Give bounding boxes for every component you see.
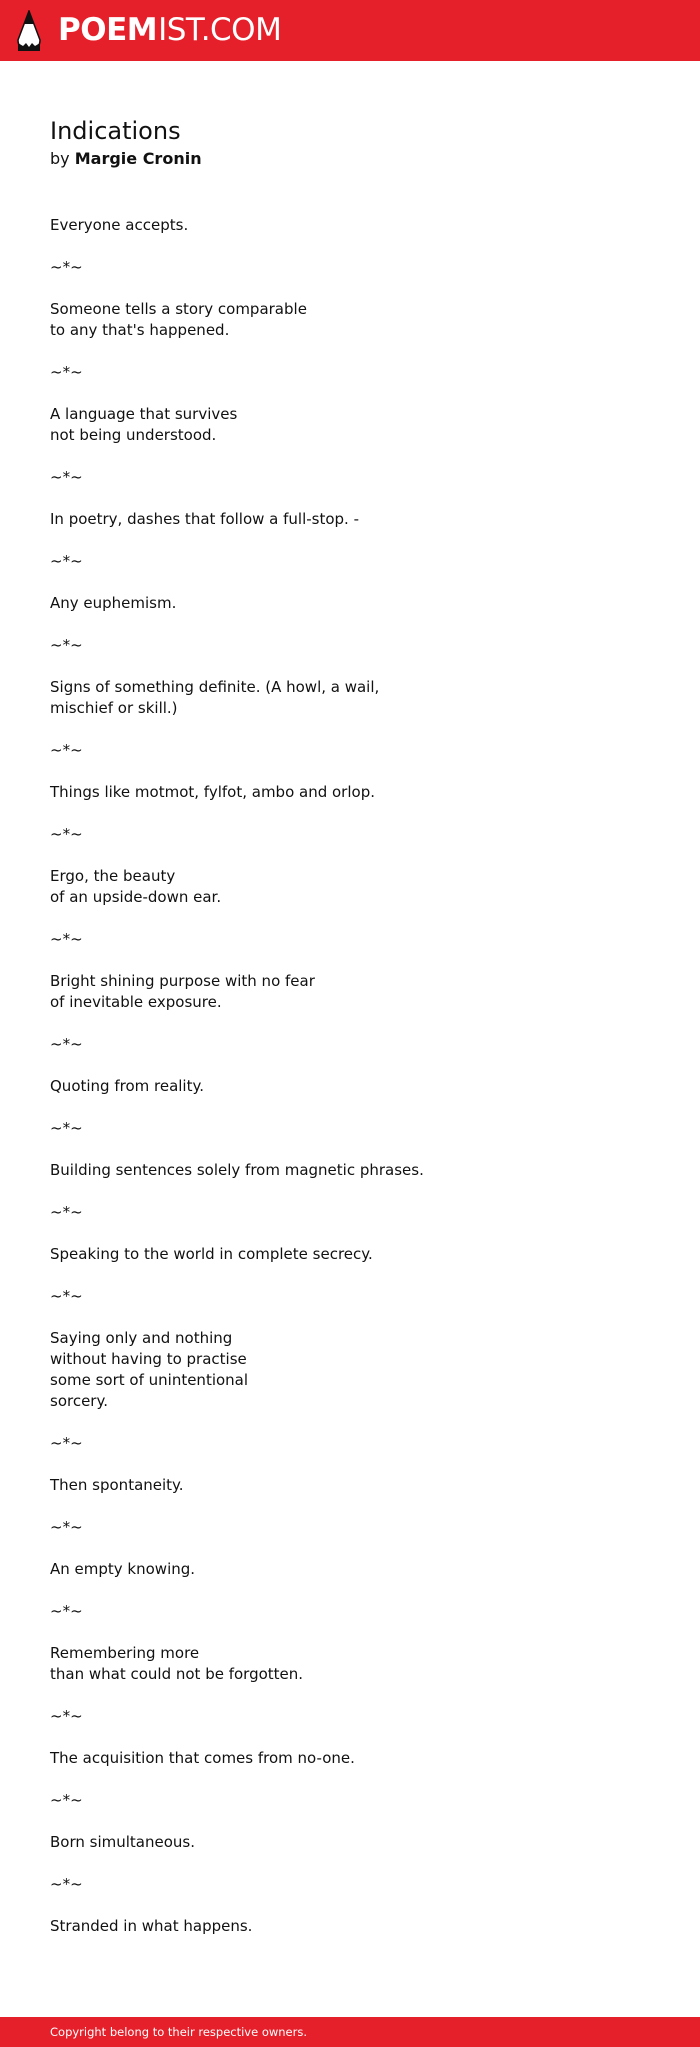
poem-line: Speaking to the world in complete secrecy. bbox=[50, 1245, 373, 1263]
poem-line: Someone tells a story comparable bbox=[50, 300, 307, 318]
stanza bbox=[50, 215, 650, 236]
poem-line: ~*~ bbox=[50, 825, 83, 843]
stanza-separator bbox=[50, 1034, 650, 1055]
poem-line: ~*~ bbox=[50, 741, 83, 759]
poem-line: of inevitable exposure. bbox=[50, 993, 222, 1011]
pen-nib-icon[interactable] bbox=[16, 10, 42, 52]
poem-line: ~*~ bbox=[50, 468, 83, 486]
stanza bbox=[50, 593, 650, 614]
poem-line: ~*~ bbox=[50, 552, 83, 570]
poem-line: ~*~ bbox=[50, 1035, 83, 1053]
stanza-separator bbox=[50, 1790, 650, 1811]
poem-line: Remembering more bbox=[50, 1644, 200, 1662]
poem-line: A language that survives bbox=[50, 405, 238, 423]
stanza bbox=[50, 1475, 650, 1496]
poem-line: ~*~ bbox=[50, 1203, 83, 1221]
poem-line: Everyone accepts. bbox=[50, 216, 189, 234]
site-footer bbox=[0, 2017, 700, 2047]
poem-line: ~*~ bbox=[50, 1707, 83, 1725]
poem-line: Building sentences solely from magnetic phrases. bbox=[50, 1161, 424, 1179]
stanza bbox=[50, 971, 650, 1013]
stanza-separator bbox=[50, 1202, 650, 1223]
poem-line: The acquisition that comes from no-one. bbox=[50, 1749, 355, 1767]
poem-line: some sort of unintentional bbox=[50, 1371, 249, 1389]
byline bbox=[50, 147, 650, 171]
stanza bbox=[50, 782, 650, 803]
stanza-separator bbox=[50, 362, 650, 383]
stanza-separator bbox=[50, 1601, 650, 1622]
poem-line: ~*~ bbox=[50, 1434, 83, 1452]
stanza-separator bbox=[50, 929, 650, 950]
stanza-separator bbox=[50, 467, 650, 488]
poem-line: of an upside-down ear. bbox=[50, 888, 222, 906]
stanza-separator bbox=[50, 257, 650, 278]
stanza bbox=[50, 299, 650, 341]
poem-line: ~*~ bbox=[50, 636, 83, 654]
poem-line: Things like motmot, fylfot, ambo and orlop. bbox=[50, 783, 375, 801]
stanza bbox=[50, 509, 650, 530]
poem-line: Stranded in what happens. bbox=[50, 1917, 253, 1935]
poem-line: Ergo, the beauty bbox=[50, 867, 176, 885]
by-label: by bbox=[50, 149, 70, 168]
poem-line: not being understood. bbox=[50, 426, 217, 444]
poem-line: ~*~ bbox=[50, 1287, 83, 1305]
site-logo-text[interactable] bbox=[58, 12, 282, 48]
stanza bbox=[50, 677, 650, 719]
brand-light: IST.COM bbox=[158, 12, 282, 48]
stanza-separator bbox=[50, 1433, 650, 1454]
copyright-text: Copyright belong to their respective owners. bbox=[50, 2025, 308, 2039]
poem-line: mischief or skill.) bbox=[50, 699, 178, 717]
poem-line: sorcery. bbox=[50, 1392, 108, 1410]
stanza bbox=[50, 1328, 650, 1412]
stanza-separator bbox=[50, 1286, 650, 1307]
poem-line: ~*~ bbox=[50, 1518, 83, 1536]
poem-line: ~*~ bbox=[50, 258, 83, 276]
stanza bbox=[50, 1643, 650, 1685]
stanza bbox=[50, 1832, 650, 1853]
stanza-separator bbox=[50, 1706, 650, 1727]
poem-line: Quoting from reality. bbox=[50, 1077, 204, 1095]
poem-line: without having to practise bbox=[50, 1350, 247, 1368]
poem-line: ~*~ bbox=[50, 1791, 83, 1809]
poem-line: than what could not be forgotten. bbox=[50, 1665, 304, 1683]
stanza-separator bbox=[50, 1517, 650, 1538]
poem-line: Saying only and nothing bbox=[50, 1329, 233, 1347]
stanza bbox=[50, 1244, 650, 1265]
poem-line: Born simultaneous. bbox=[50, 1833, 195, 1851]
poem-line: Any euphemism. bbox=[50, 594, 177, 612]
poem-line: ~*~ bbox=[50, 1119, 83, 1137]
poem-line: ~*~ bbox=[50, 363, 83, 381]
poem-line: In poetry, dashes that follow a full-stop. - bbox=[50, 510, 360, 528]
poem-body bbox=[50, 215, 650, 1937]
poem-title: Indications bbox=[50, 117, 181, 145]
poem-container bbox=[50, 115, 650, 1958]
poem-line: to any that's happened. bbox=[50, 321, 230, 339]
poem-line: Bright shining purpose with no fear bbox=[50, 972, 315, 990]
brand-bold: POEM bbox=[58, 12, 158, 48]
poem-line: An empty knowing. bbox=[50, 1560, 196, 1578]
stanza bbox=[50, 1559, 650, 1580]
stanza bbox=[50, 1916, 650, 1937]
stanza bbox=[50, 1160, 650, 1181]
stanza bbox=[50, 404, 650, 446]
stanza bbox=[50, 866, 650, 908]
poem-line: Signs of something definite. (A howl, a wail, bbox=[50, 678, 380, 696]
stanza-separator bbox=[50, 1874, 650, 1895]
stanza bbox=[50, 1076, 650, 1097]
stanza bbox=[50, 1748, 650, 1769]
stanza-separator bbox=[50, 824, 650, 845]
poem-line: ~*~ bbox=[50, 1875, 83, 1893]
stanza-separator bbox=[50, 635, 650, 656]
site-header bbox=[0, 0, 700, 61]
poem-line: Then spontaneity. bbox=[50, 1476, 184, 1494]
poem-line: ~*~ bbox=[50, 930, 83, 948]
author-name[interactable]: Margie Cronin bbox=[74, 149, 202, 168]
stanza-separator bbox=[50, 740, 650, 761]
stanza-separator bbox=[50, 1118, 650, 1139]
poem-line: ~*~ bbox=[50, 1602, 83, 1620]
stanza-separator bbox=[50, 551, 650, 572]
